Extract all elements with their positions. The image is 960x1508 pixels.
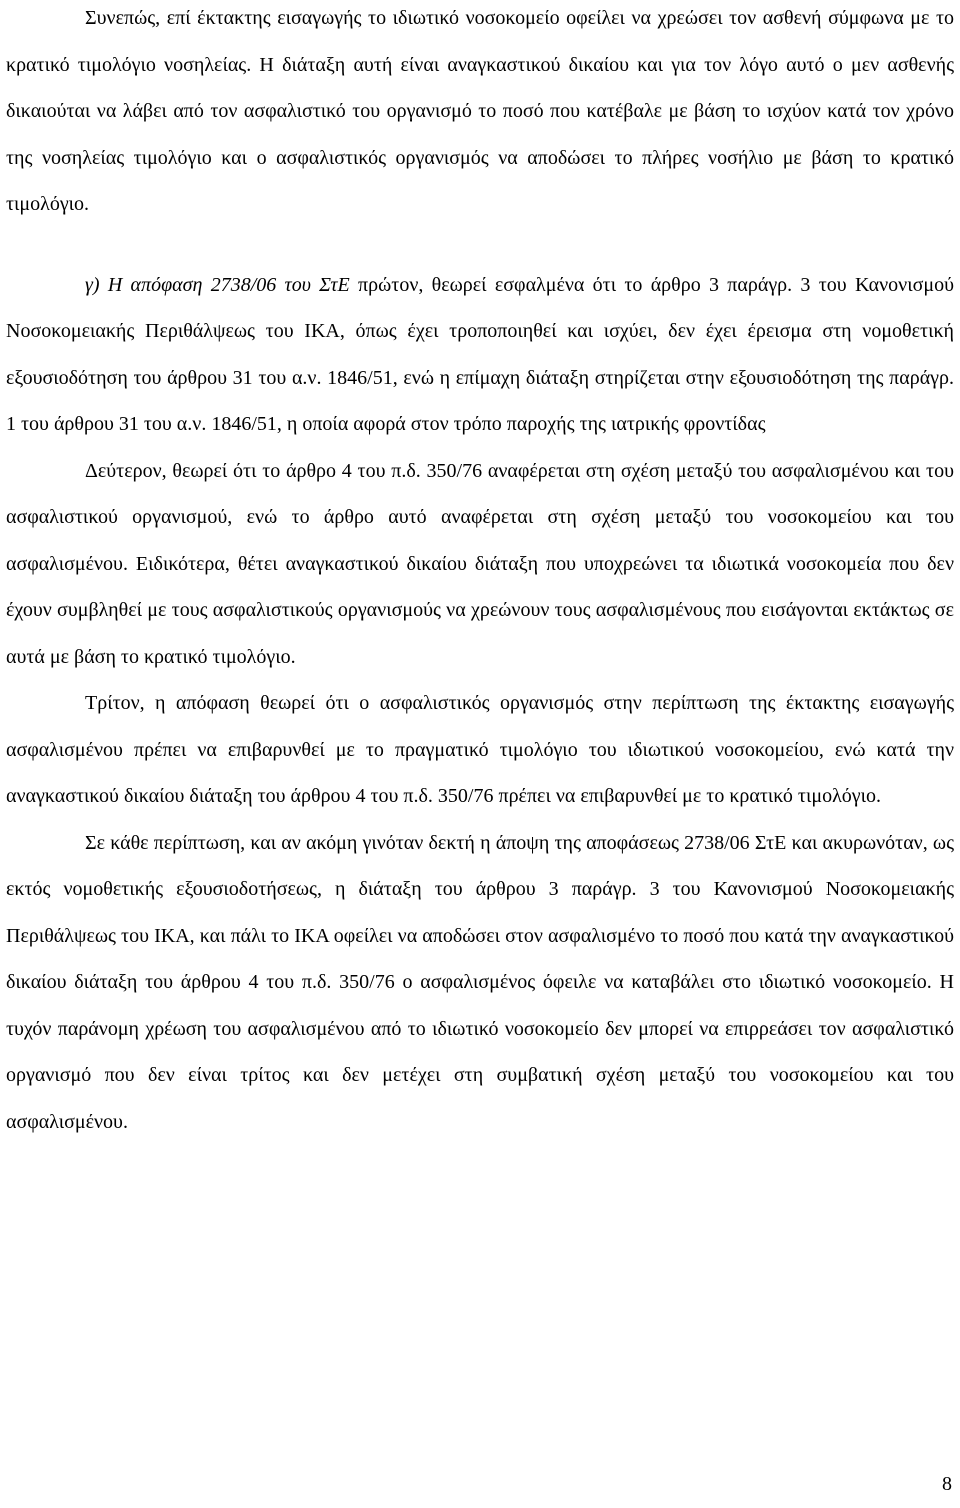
page-number: 8 <box>942 1473 952 1495</box>
paragraph-5: Σε κάθε περίπτωση, και αν ακόμη γινόταν δεκτή η άποψη της αποφάσεως 2738/06 ΣτΕ και ακυρωνόταν, ως εκτός νομοθετικής εξουσιοδοτήσεως, η διάταξη του άρθρου 3 παράγρ. 3 του Κανονισμού Νοσοκομειακής Περιθάλψεως του ΙΚΑ, και πάλι το ΙΚΑ οφείλει να αποδώσει στον ασφαλισμένο το ποσό που κατά την αναγκαστικού δικαίου διάταξη του άρθρου 4 του π.δ. 350/76 ο ασφαλισμένος όφειλε να καταβάλει στο ιδιωτικό νοσοκομείο. Η τυχόν παράνομη χρέωση του ασφαλισμένου από το ιδιωτικό νοσοκομείο δεν μπορεί να επιρρεάσει τον ασφαλιστικό οργανισμό που δεν είναι τρίτος και δεν μετέχει στη συμβατική σχέση μεταξύ του νοσοκομείου και του ασφαλισμένου. <box>6 831 954 1133</box>
paragraph-2-heading: γ) Η απόφαση 2738/06 του ΣτΕ <box>85 273 350 296</box>
paragraph-4: Τρίτον, η απόφαση θεωρεί ότι ο ασφαλιστικός οργανισμός στην περίπτωση της έκτακτης εισαγωγής ασφαλισμένου πρέπει να επιβαρυνθεί με το πραγματικό τιμολόγιο του ιδιωτικού νοσοκομείου, ενώ κατά την αναγκαστικού δικαίου διάταξη του άρθρου 4 του π.δ. 350/76 πρέπει να επιβαρυνθεί με το κρατικό τιμολόγιο. <box>6 692 954 807</box>
paragraph-1: Συνεπώς, επί έκτακτης εισαγωγής το ιδιωτικό νοσοκομείο οφείλει να χρεώσει τον ασθενή σύμφωνα με το κρατικό τιμολόγιο νοσηλείας. Η διάταξη αυτή είναι αναγκαστικού δικαίου και για τον λόγο αυτό ο μεν ασθενής δικαιούται να λάβει από τον ασφαλιστικό του οργανισμό το ποσό που κατέβαλε με βάση το ισχύον κατά τον χρόνο της νοσηλείας τιμολόγιο και ο ασφαλιστικός οργανισμός να αποδώσει το πλήρες νοσήλιο με βάση το κρατικό τιμολόγιο. <box>6 7 954 215</box>
paragraph-2 <box>6 262 954 448</box>
paragraph-3: Δεύτερον, θεωρεί ότι το άρθρο 4 του π.δ. 350/76 αναφέρεται στη σχέση μεταξύ του ασφαλισμένου και του ασφαλιστικού οργανισμού, ενώ το άρθρο αυτό αναφέρεται στη σχέση μεταξύ του νοσοκομείου και του ασφαλισμένου. Ειδικότερα, θέτει αναγκαστικού δικαίου διάταξη που υποχρεώνει τα ιδιωτικά νοσοκομεία που δεν έχουν συμβληθεί με τους ασφαλιστικούς οργανισμούς να χρεώνουν τους ασφαλισμένους που εισάγονται εκτάκτως σε αυτά με βάση το κρατικό τιμολόγιο. <box>6 459 954 668</box>
body-text <box>6 0 954 1145</box>
paragraph-2-text: πρώτον, θεωρεί εσφαλμένα ότι το άρθρο 3 παράγρ. 3 του Κανονισμού Νοσοκομειακής Περιθάλψεως του ΙΚΑ, όπως έχει τροποποιηθεί και ισχύει, δεν έχει έρεισμα στη νομοθετική εξουσιοδότηση του άρθρου 31 του α.ν. 1846/51, ενώ η επίμαχη διάταξη στηρίζεται στην εξουσιοδότηση της παράγρ. 1 του άρθρου 31 του α.ν. 1846/51, η οποία αφορά στον τρόπο παροχής της ιατρικής φροντίδας <box>6 273 954 435</box>
paragraph-gap <box>6 228 954 262</box>
